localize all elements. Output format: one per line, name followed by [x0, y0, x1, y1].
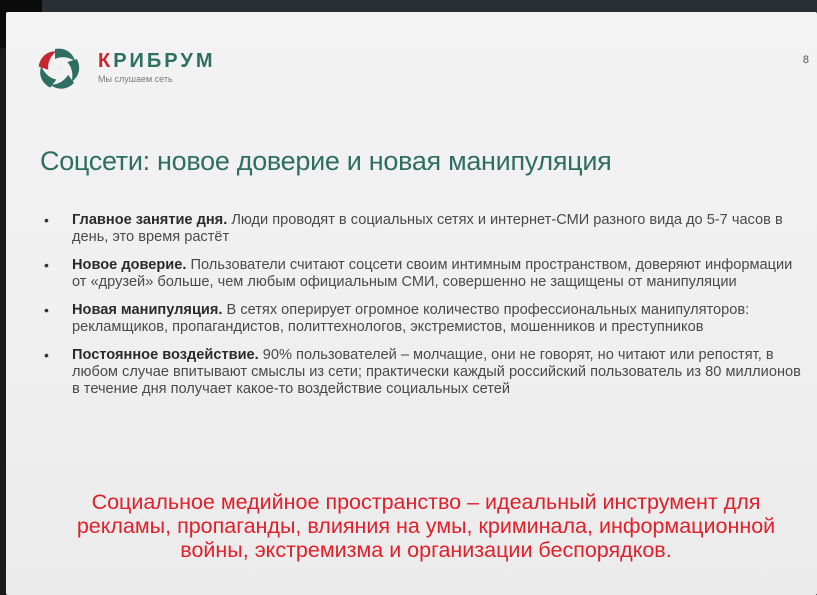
bullet-text: 90% пользователей – молчащие, они не говорят, но читают или репостят, в любом случае впитывают смыслы из сети; практически каждый российский пользователь из 80 миллионов в течение дня получает какое-то воздействие социальных сетей [72, 347, 801, 397]
slide-page-number: 8 [802, 54, 809, 66]
brand-name-first-letter: К [98, 50, 114, 72]
bullet-text: Пользователи считают соцсети своим интимным пространством, доверяют информации от «друзей» больше, чем любым официальным СМИ, совершенно не защищены от манипуляции [72, 257, 793, 290]
bullet-item [44, 212, 804, 246]
bullet-marker: • [44, 347, 49, 363]
slide-title: Соцсети: новое доверие и новая манипуляция [40, 146, 612, 176]
bullet-heading: Новое доверие. [72, 257, 187, 273]
brand-name [98, 50, 216, 73]
presentation-slide [6, 12, 817, 595]
bullet-item [44, 257, 804, 291]
bullet-heading: Постоянное воздействие. [72, 347, 259, 363]
bullet-item [44, 347, 804, 398]
bullet-heading: Главное занятие дня. [72, 212, 228, 228]
bullet-heading: Новая манипуляция. [72, 302, 223, 318]
bullet-text: Люди проводят в социальных сетях и интернет-СМИ разного вида до 5-7 часов в день, это время растёт [72, 212, 783, 245]
bullet-list [44, 212, 804, 409]
brand-name-rest: РИБРУМ [113, 50, 216, 72]
brand-tagline: Мы слушаем сеть [98, 74, 173, 84]
bullet-marker: • [44, 212, 49, 228]
kribrum-logo-icon [36, 46, 82, 92]
bullet-item [44, 302, 804, 336]
callout-text: Социальное медийное пространство – идеальный инструмент для рекламы, пропаганды, влияния на умы, криминала, информационной войны, экстремизма и организации беспорядков. [76, 490, 776, 562]
bullet-text: В сетях оперирует огромное количество профессиональных манипуляторов: рекламщиков, пропагандистов, политтехнологов, экстремистов, мошенников и преступников [72, 302, 750, 335]
bullet-marker: • [44, 302, 49, 318]
bullet-marker: • [44, 257, 49, 273]
